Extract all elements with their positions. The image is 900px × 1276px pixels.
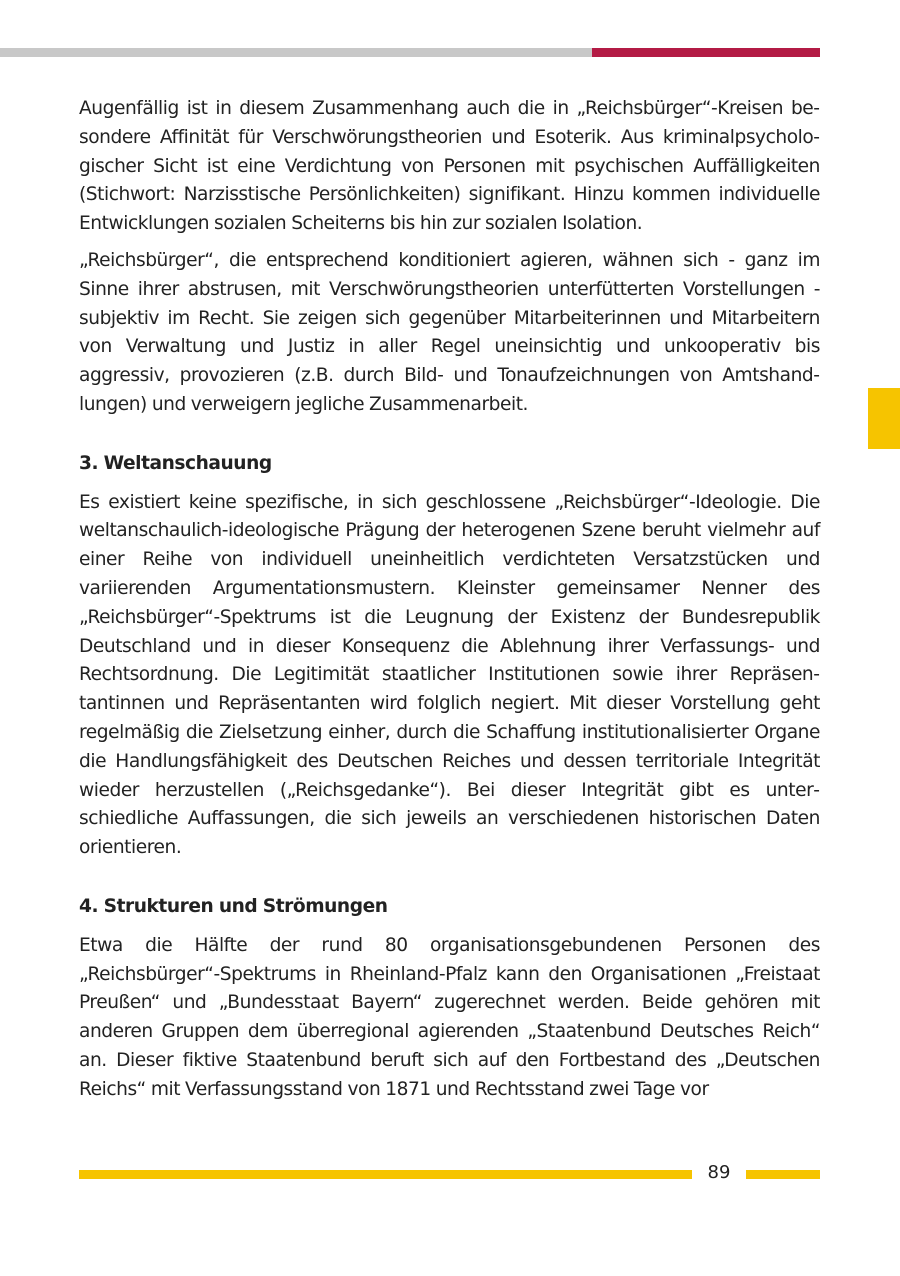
paragraph-strukturen: Etwa die Hälfte der rund 80 organisationsgebundenen Personen des „Reichsbürger“-Spektrums in Rheinland-Pfalz kann den Organisationen „Freistaat Preußen“ und „Bundesstaat Bayern“ zugerechnet werden. Beide gehören mit anderen Gruppen dem überregional agierenden „Staatenbund Deutsches Reich“ an. Dieser fiktive Staatenbund beruft sich auf den Fortbestand des „Deutschen Reichs“ mit Verfassungsstand von 1871 und Rechtsstand zwei Tage vor	[79, 934, 820, 1100]
header-rule-gray	[0, 48, 592, 57]
paragraph-verhalten: „Reichsbürger“, die entsprechend konditioniert agieren, wähnen sich - ganz im Sinne ihrer abstrusen, mit Verschwörungstheorien unterfütterten Vorstellungen - subjektiv im Recht. Sie zeigen sich gegenüber Mitarbeiterinnen und Mitarbeitern von Verwaltung und Justiz in aller Regel uneinsichtig und unkooperativ bis aggressiv, provozieren (z.B. durch Bild- und Tonaufzeichnungen von Amtshandlungen) und verweigern jegliche Zusammenarbeit.	[79, 249, 820, 415]
page-body	[79, 95, 820, 1105]
header-rule-red	[592, 48, 820, 57]
section-heading-strukturen: 4. Strukturen und Strömungen	[79, 895, 388, 917]
page-number: 89	[707, 1162, 731, 1183]
footer-rule-left	[79, 1170, 692, 1179]
paragraph-ideologie: Es existiert keine spezifische, in sich geschlossene „Reichsbürger“-Ideologie. Die weltanschaulich-ideologische Prägung der heterogenen Szene beruht vielmehr auf einer Reihe von individuell uneinheitlich verdichteten Versatzstücken und variierenden Argumentationsmustern. Kleinster gemeinsamer Nenner des „Reichsbürger“-Spektrums ist die Leugnung der Existenz der Bundesrepublik Deutschland und in dieser Konsequenz die Ablehnung ihrer Verfassungs- und Rechtsordnung. Die Legitimität staatlicher Institutionen sowie ihrer Repräsentantinnen und Repräsentanten wird folglich negiert. Mit dieser Vorstellung geht regelmäßig die Zielsetzung einher, durch die Schaffung institutionalisierter Organe die Handlungsfähigkeit des Deutschen Reiches und dessen territoriale Integrität wieder herzustellen („Reichsgedanke“). Bei dieser Integrität gibt es unterschiedliche Auffassungen, die sich jeweils an verschiedenen historischen Daten orientieren.	[79, 491, 820, 859]
chapter-side-tab	[868, 388, 900, 449]
paragraph-esoterik: Augenfällig ist in diesem Zusammenhang auch die in „Reichsbürger“-Kreisen besondere Affinität für Verschwörungstheorien und Esoterik. Aus kriminalpsychologischer Sicht ist eine Verdichtung von Personen mit psychischen Auffälligkeiten (Stichwort: Narzisstische Persönlichkeiten) signifikant. Hinzu kommen individuelle Entwicklungen sozialen Scheiterns bis hin zur sozialen Isolation.	[79, 98, 820, 235]
footer-rule-right	[746, 1170, 820, 1179]
section-heading-weltanschauung: 3. Weltanschauung	[79, 452, 272, 474]
